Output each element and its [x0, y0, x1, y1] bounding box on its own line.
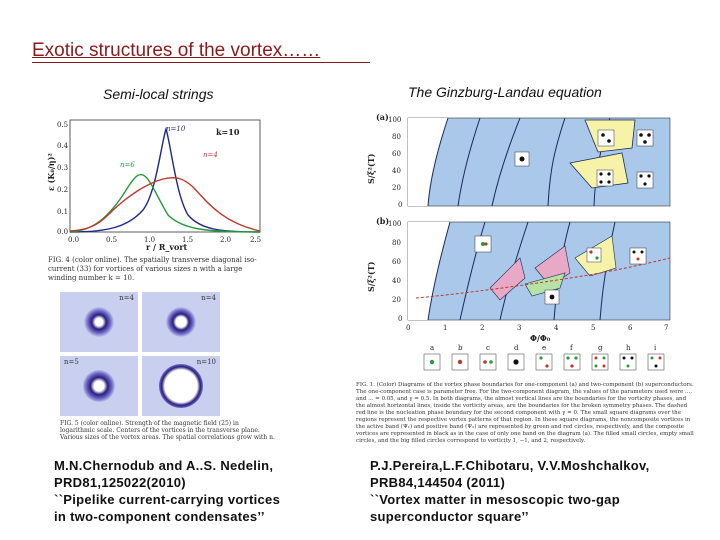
y-tick-4: 0.1	[57, 208, 69, 216]
left-citation	[54, 457, 280, 525]
x-tick-0: 0	[406, 324, 411, 332]
y-tick-0: 0.5	[57, 121, 69, 129]
y-ticks-b	[388, 220, 402, 323]
right-citation-line-4: superconductor square’’	[370, 509, 529, 524]
y-tick-2: 0.3	[57, 164, 69, 172]
left-subtitle: Semi-local strings	[103, 86, 214, 102]
curve-n10	[70, 129, 260, 232]
x-tick-4: 2.0	[220, 236, 232, 244]
legend-i: i	[654, 344, 657, 352]
right-citation	[370, 457, 650, 525]
legend-g: g	[598, 344, 603, 352]
legend-b: b	[458, 344, 463, 352]
panel-label-n4b: n=4	[201, 294, 216, 302]
a-y-tick-3: 40	[392, 167, 401, 175]
legend-a: a	[430, 344, 435, 352]
y-ticks	[57, 121, 69, 236]
left-citation-line-3: ``Pipelike current-carrying vortices	[54, 492, 281, 507]
pattern-legend	[424, 344, 664, 370]
legend-c: c	[486, 344, 490, 352]
x-ticks-b	[406, 324, 668, 332]
curve-n4	[70, 178, 260, 231]
curve-label-n6: n=6	[120, 161, 135, 169]
b-y-tick-4: 20	[392, 296, 401, 304]
magnetic-field-panels	[60, 292, 220, 416]
panel-label-n5: n=5	[64, 358, 79, 366]
legend-e: e	[542, 344, 547, 352]
b-y-tick-1: 80	[392, 239, 401, 247]
b-y-tick-3: 40	[392, 277, 401, 285]
curve-label-n4: n=4	[203, 151, 218, 159]
x-tick-2: 1.0	[144, 236, 156, 244]
b-y-axis-label: S/ξ²(T)	[366, 261, 376, 292]
vortex-ring-n4a	[84, 307, 114, 337]
y-tick-3: 0.2	[57, 186, 69, 194]
panel-b-label: (b)	[376, 216, 390, 226]
right-subtitle: The Ginzburg-Landau equation	[408, 84, 602, 100]
panel-label-n10: n=10	[196, 358, 216, 366]
a-y-axis-label: S/ξ²(T)	[366, 153, 376, 184]
phase-diagram	[360, 108, 690, 378]
x-tick-2: 2	[480, 324, 485, 332]
slide-title: Exotic structures of the vortex……	[32, 40, 321, 61]
x-tick-1: 0.5	[106, 236, 118, 244]
panel-a-label: (a)	[376, 112, 389, 122]
a-y-tick-0: 100	[388, 116, 402, 124]
vortex-ring-n5	[83, 370, 115, 402]
x-tick-4: 4	[554, 324, 559, 332]
vortex-ring-n10	[159, 364, 203, 408]
curve-label-n10: n=10	[166, 125, 186, 133]
title-underline	[32, 62, 370, 63]
legend-f: f	[570, 344, 573, 352]
y-tick-5: 0.0	[57, 228, 69, 236]
diagram-caption: FIG. 1. (Color) Diagrams of the vortex phase boundaries for one-component (a) and two-component (b) superconductors. The one-component case is parameter free. For the two-component diagram, the values of the parameters used were ..., and ... = 0.05, and γ = 0.5. In both diagrams, the almost vertical lines are the boundaries for the vorticity phases, and the almost horizontal lines, inside the vorticity areas, are the boundaries for the broken symmetry phases. The dashed red line is the nucleation phase boundary for the second component with γ = 0. The small square diagrams over the regions represent the respective vortex patterns of that region. In these square diagrams, the noncomposite vortices in the active band (Ψ₁) and positive band (Ψ₂) are represented by green and red circles, respectively, and the composite vortices are represented in black as in the case of only one band on the diagram (a). The filled small circles, empty small circles, and the big filled circles correspond to vorticity 1, −1, and 2, respectively.	[356, 382, 694, 444]
k-label: k=10	[216, 127, 240, 137]
x-tick-0: 0.0	[68, 236, 80, 244]
x-axis-label: Φ/Φ₀	[530, 333, 551, 343]
a-y-tick-2: 60	[392, 150, 401, 158]
b-y-tick-5: 0	[398, 315, 403, 323]
profile-caption: FIG. 4 (color online). The spatially transverse diagonal iso-current (33) for vortices of various sizes n with a large winding number k = 10.	[48, 256, 257, 282]
a-y-tick-4: 20	[392, 184, 401, 192]
left-citation-line-4: in two-component condensates’’	[54, 509, 265, 524]
panel-label-n4a: n=4	[119, 294, 134, 302]
panel-n10	[142, 356, 220, 416]
legend-d: d	[514, 344, 519, 352]
panel-n4a	[60, 292, 138, 352]
panel-n5	[60, 356, 138, 416]
panel-b	[408, 222, 670, 320]
panels-caption: FIG. 5 (color online). Strength of the magnetic field (25) in logarithmic scale. Centers of the vortices in the transverse plane. Various sizes of the vortex areas. The spatial correlations grow with n.	[60, 420, 275, 441]
legend-h: h	[626, 344, 631, 352]
x-tick-3: 3	[517, 324, 522, 332]
panel-a	[408, 118, 670, 206]
x-tick-5: 5	[591, 324, 596, 332]
b-y-tick-2: 60	[392, 258, 401, 266]
x-axis-label: r / R_vort	[146, 242, 188, 252]
x-tick-1: 1	[443, 324, 448, 332]
b-y-tick-0: 100	[388, 220, 402, 228]
left-citation-line-1: M.N.Chernodub and A..S. Nedelin,	[54, 458, 274, 473]
y-axis-label: ε (K₀/η)²	[46, 153, 56, 191]
y-tick-1: 0.4	[57, 142, 69, 150]
x-tick-3: 1.5	[182, 236, 194, 244]
right-citation-line-2: PRB84,144504 (2011)	[370, 475, 506, 490]
vortex-profile-plot	[48, 115, 268, 250]
y-ticks-a	[388, 116, 402, 209]
x-tick-7: 7	[664, 324, 669, 332]
x-tick-6: 6	[628, 324, 633, 332]
a-y-tick-5: 0	[398, 201, 403, 209]
a-y-tick-1: 80	[392, 133, 401, 141]
vortex-ring-n4b	[166, 307, 196, 337]
panel-n4b	[142, 292, 220, 352]
right-citation-line-1: P.J.Pereira,L.F.Chibotaru, V.V.Moshchalkov,	[370, 458, 650, 473]
x-tick-5: 2.5	[250, 236, 262, 244]
right-citation-line-3: ``Vortex matter in mesoscopic two-gap	[370, 492, 620, 507]
left-citation-line-2: PRD81,125022(2010)	[54, 475, 186, 490]
